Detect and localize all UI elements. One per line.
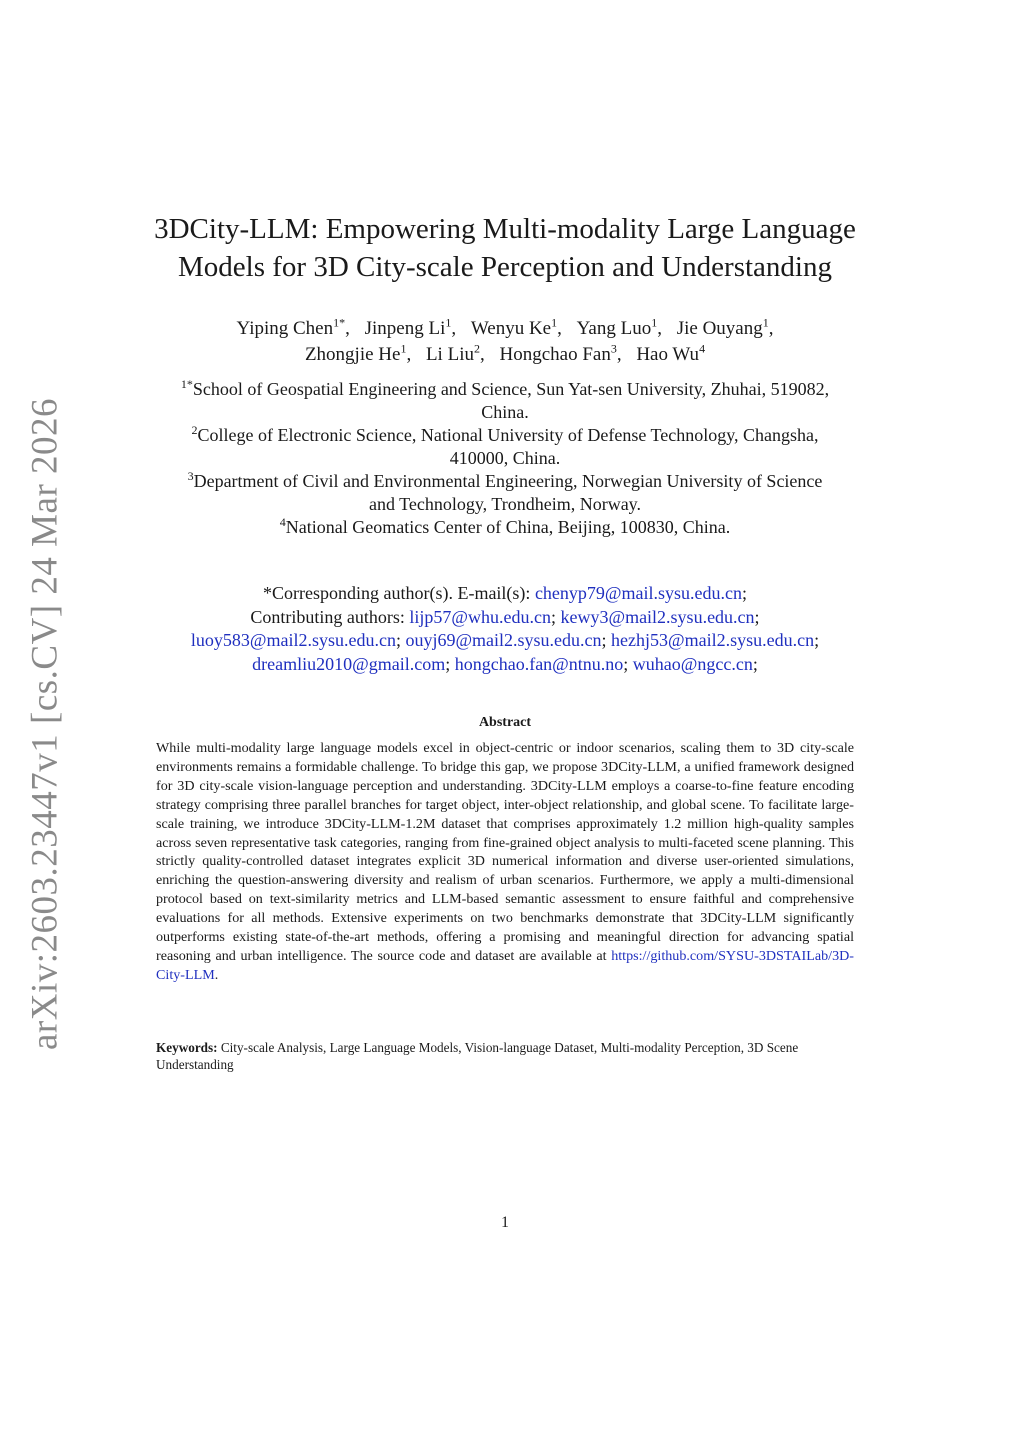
- author: Jinpeng Li$^1$,: [364, 315, 457, 339]
- email-link[interactable]: lijp57@whu.edu.cn: [409, 606, 551, 627]
- author-line-1: [0, 316, 1010, 342]
- contributing-authors-line: Contributing authors: lijp57@whu.edu.cn; kewy3@mail2.sysu.edu.cn;: [250, 606, 760, 627]
- title-line-1: 3DCity-LLM: Empowering Multi-modality Large Language: [154, 213, 856, 245]
- affiliation: $^2$College of Electronic Science, National University of Defense Technology, Changsha, 410000, China.: [191, 423, 819, 468]
- email-line: dreamliu2010@gmail.com; hongchao.fan@ntnu.no; wuhao@ngcc.cn;: [252, 653, 758, 674]
- keywords-label: Keywords:: [156, 1040, 218, 1055]
- affiliation: $^{1*}$School of Geospatial Engineering and Science, Sun Yat-sen University, Zhuhai, 519082, China.: [180, 377, 830, 422]
- affiliation: $^3$Department of Civil and Environmental Engineering, Norwegian University of Science and Technology, Trondheim, Norway.: [187, 469, 823, 514]
- email-link[interactable]: hongchao.fan@ntnu.no: [454, 653, 624, 674]
- abstract-text: While multi-modality large language models excel in object-centric or indoor scenarios, scaling them to 3D city-scale environments remains a formidable challenge. To bridge this gap, we propose 3DCity-LLM, a unified framework designed for 3D city-scale vision-language perception and understanding. 3DCity-LLM employs a coarse-to-fine feature encoding strategy comprising three parallel branches for target object, inter-object relationship, and global scene. To facilitate large-scale training, we introduce 3DCity-LLM-1.2M dataset that comprises approximately 1.2 million high-quality samples across seven representative task categories, ranging from fine-grained object analysis to multi-faceted scene planning. This strictly quality-controlled dataset integrates explicit 3D numerical information and diverse user-oriented simulations, enriching the question-answering diversity and realism of urban scenarios. Furthermore, we apply a multi-dimensional protocol based on text-similarity metrics and LLM-based semantic assessment to ensure faithful and comprehensive evaluations for all methods. Extensive experiments on two benchmarks demonstrate that 3DCity-LLM significantly outperforms existing state-of-the-art methods, offering a promising and meaningful direction for advancing spatial reasoning and urban intelligence. The source code and dataset are available at: [156, 740, 854, 964]
- author: Hao Wu$^4$: [636, 341, 706, 365]
- author-line-2: [0, 342, 1010, 368]
- email-line: luoy583@mail2.sysu.edu.cn; ouyj69@mail2.sysu.edu.cn; hezhj53@mail2.sysu.edu.cn;: [190, 630, 820, 650]
- author: Wenyu Ke$^1$,: [470, 315, 562, 339]
- paper-title: [0, 210, 1010, 286]
- email-link[interactable]: chenyp79@mail.sysu.edu.cn: [534, 583, 742, 603]
- page-number: 1: [501, 1214, 509, 1231]
- email-link[interactable]: dreamliu2010@gmail.com: [252, 653, 446, 674]
- email-link[interactable]: kewy3@mail2.sysu.edu.cn: [560, 606, 755, 627]
- abstract-body: While multi-modality large language models excel in object-centric or indoor scenarios, scaling them to 3D city-scale environments remains a formidable challenge. To bridge this gap, we propose 3DCity-LLM, a unified framework designed for 3D city-scale vision-language perception and understanding. 3DCity-LLM employs a coarse-to-fine feature encoding strategy comprising three parallel branches for target object, inter-object relationship, and global scene. To facilitate large-scale training, we introduce 3DCity-LLM-1.2M dataset that comprises approximately 1.2 million high-quality samples across seven representative task categories, ranging from fine-grained object analysis to multi-faceted scene planning. This strictly quality-controlled dataset integrates explicit 3D numerical information and diverse user-oriented simulations, enriching the question-answering diversity and realism of urban scenarios. Furthermore, we apply a multi-dimensional protocol based on text-similarity metrics and LLM-based semantic assessment to ensure faithful and comprehensive evaluations for all methods. Extensive experiments on two benchmarks demonstrate that 3DCity-LLM significantly outperforms existing state-of-the-art methods, offering a promising and meaningful direction for advancing spatial reasoning and urban intelligence. The source code and dataset are available at https://github.com/SYSU-3DSTAILab/3D-City-LLM.: [156, 740, 854, 983]
- correspondence-block: [135, 582, 875, 676]
- email-link[interactable]: luoy583@mail2.sysu.edu.cn: [190, 630, 396, 650]
- keywords-text: City-scale Analysis, Large Language Models, Vision-language Dataset, Multi-modality Perception, 3D Scene Understanding: [156, 1040, 799, 1072]
- arxiv-identifier-stamp: arXiv:2603.23447v1 [cs.CV] 24 Mar 2026: [24, 397, 66, 1051]
- author-list: [0, 316, 1010, 368]
- code-repository-link[interactable]: https://github.com/SYSU-3DSTAILab/3D-City-LLM: [156, 947, 854, 983]
- title-line-2: Models for 3D City-scale Perception and Understanding: [178, 251, 832, 283]
- author: Li Liu$^2$,: [425, 341, 485, 365]
- abstract-heading: Abstract: [478, 715, 532, 730]
- affiliation: $^4$National Geomatics Center of China, Beijing, 100830, China.: [279, 515, 731, 537]
- corresponding-author-line: *Corresponding author(s). E-mail(s): chenyp79@mail.sysu.edu.cn;: [262, 583, 747, 603]
- author: Zhongjie He$^1$,: [304, 341, 412, 365]
- author: Yang Luo$^1$,: [576, 315, 662, 339]
- email-link[interactable]: ouyj69@mail2.sysu.edu.cn: [405, 630, 602, 650]
- author: Hongchao Fan$^3$,: [499, 341, 622, 365]
- affiliation-list: [135, 378, 875, 539]
- email-link[interactable]: hezhj53@mail2.sysu.edu.cn: [611, 630, 815, 650]
- author: Jie Ouyang$^1$,: [676, 315, 774, 339]
- email-link[interactable]: wuhao@ngcc.cn: [632, 653, 753, 674]
- author: Yiping Chen$^{1*}$,: [236, 315, 350, 339]
- keywords: [156, 1039, 854, 1073]
